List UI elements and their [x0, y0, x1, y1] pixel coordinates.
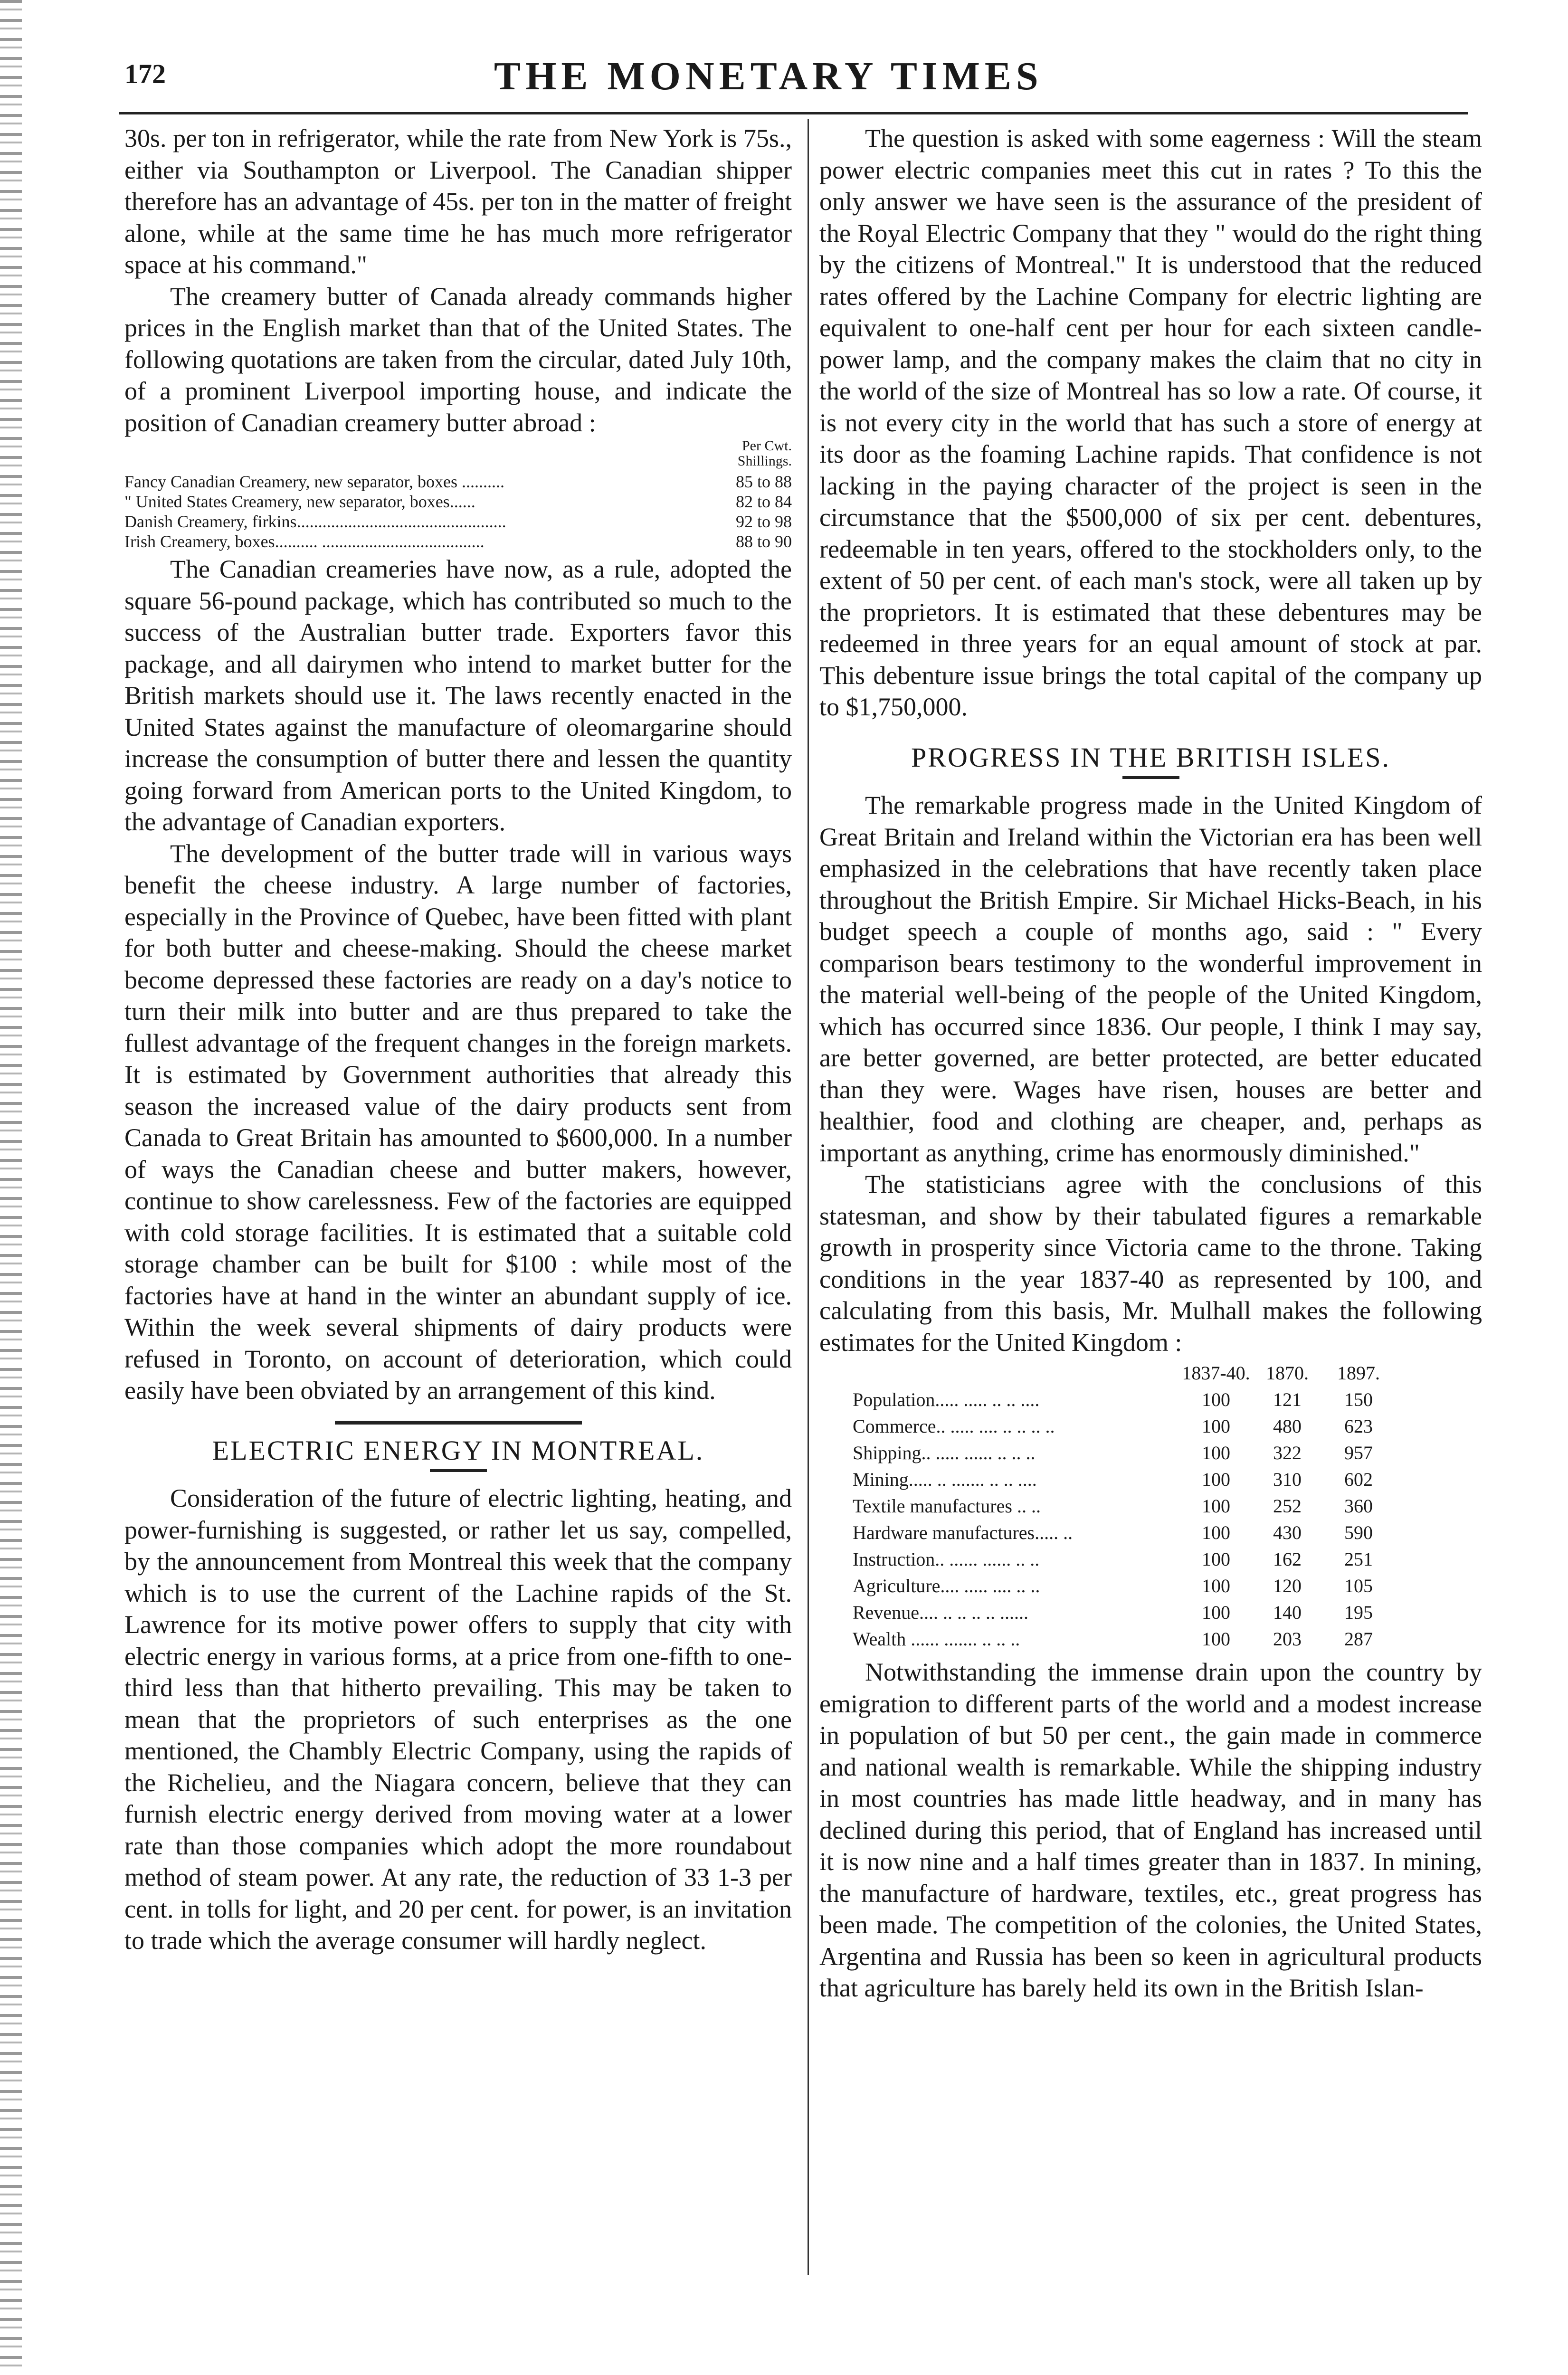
- row-label: Hardware manufactures..... ..: [853, 1522, 1073, 1543]
- cell: 100: [1202, 1628, 1230, 1650]
- cell: 360: [1344, 1495, 1373, 1517]
- page-number: 172: [124, 58, 166, 89]
- paragraph: The remarkable progress made in the United Kingdom of Great Britain and Ireland within the Victorian era has been well emphasized in the celebrations that have recently taken place throughout the British Empire. Sir Michael Hicks-Beach, in his budget speech a couple of months ago, said : " Every comparison bears testimony to the wonderful improvement in the material well-being of the people of the United Kingdom, which has occurred since 1836. Our people, I think I may say, are better governed, are better protected, are better educated than they were. Wages have risen, houses are better and healthier, food and clothing are cheaper, and, perhaps as important as anything, crime has enormously diminished.": [819, 791, 1482, 1167]
- cell: 100: [1202, 1522, 1230, 1543]
- price-value: 82 to 84: [735, 492, 792, 511]
- table-row: [124, 532, 792, 551]
- cell: 590: [1344, 1522, 1373, 1543]
- cell: 252: [1273, 1495, 1302, 1517]
- paragraph: The statisticians agree with the conclusions of this statesman, and show by their tabulated figures a remarkable growth in prosperity since Victoria came to the throne. Taking conditions in the year 1837-40 as represented by 100, and calculating from this basis, Mr. Mulhall makes the following estimates for the United Kingdom :: [819, 1170, 1482, 1357]
- heading-rule: [1122, 776, 1179, 779]
- cell: 251: [1344, 1548, 1373, 1570]
- table-row: [853, 1599, 1394, 1626]
- row-label: Mining..... .. ....... .. .. ....: [853, 1469, 1037, 1490]
- section-heading: PROGRESS IN THE BRITISH ISLES.: [911, 741, 1390, 773]
- table-row: [853, 1413, 1394, 1440]
- cell: 100: [1202, 1602, 1230, 1623]
- column-divider: [808, 119, 809, 2275]
- paragraph: Notwithstanding the immense drain upon the country by emigration to different parts of the world and a modest increase in population of but 50 per cent., the gain made in commerce and national wealth is remarkable. While the shipping industry in most countries has made little headway, and in many has declined during this period, that of England has increased until it is now nine and a half times greater than in 1837. In mining, the manufacture of hardware, textiles, etc., great progress has been made. The competition of the colonies, the United States, Argentina and Russia has been so keen in agricultural products that agriculture has barely held its own in the British Islan-: [819, 1658, 1482, 2002]
- paragraph: Consideration of the future of electric lighting, heating, and power-furnishing is suggested, or rather let us say, compelled, by the announcement from Montreal this week that the company which is to use the current of the Lachine rapids of the St. Lawrence for its motive power offers to supply that city with electric energy in various forms, at a price from one-fifth to one-third less than that hitherto prevailing. This may be taken to mean that the proprietors of such enterprises as the one mentioned, the Chambly Electric Company, using the rapids of the Richelieu, and the Niagara concern, believe that they can furnish electric energy derived from moving water at a lower rate than those companies which adopt the more roundabout method of steam power. At any rate, the reduction of 33 1-3 per cent. in tolls for light, and 20 per cent. for power, is an invitation to trade which the average consumer will hardly neglect.: [124, 1484, 792, 1955]
- butter-price-table: [124, 438, 792, 551]
- table-row: [853, 1440, 1394, 1466]
- cell: 100: [1202, 1495, 1230, 1517]
- cell: 310: [1273, 1469, 1302, 1490]
- row-label: Wealth ...... ....... .. .. ..: [853, 1628, 1020, 1650]
- row-label: Instruction.. ...... ...... .. ..: [853, 1548, 1040, 1570]
- price-value: 92 to 98: [735, 512, 792, 531]
- cell: 480: [1273, 1416, 1302, 1437]
- cell: 100: [1202, 1389, 1230, 1410]
- price-label: Danish Creamery, firkins.................................................: [124, 512, 506, 531]
- cell: 322: [1273, 1442, 1302, 1463]
- cell: 120: [1273, 1575, 1302, 1596]
- cell: 162: [1273, 1548, 1302, 1570]
- cell: 100: [1202, 1469, 1230, 1490]
- table-row: [853, 1466, 1394, 1493]
- section-separator: [335, 1421, 582, 1425]
- price-label: Irish Creamery, boxes.......... ......................................: [124, 532, 485, 551]
- cell: 100: [1202, 1416, 1230, 1437]
- table-row: [853, 1493, 1394, 1520]
- row-label: Shipping.. ..... ...... .. .. ..: [853, 1442, 1036, 1463]
- cell: 195: [1344, 1602, 1373, 1623]
- cell: 105: [1344, 1575, 1373, 1596]
- header-rule: [119, 112, 1468, 114]
- cell: 121: [1273, 1389, 1302, 1410]
- table-row: [853, 1546, 1394, 1573]
- paragraph: The Canadian creameries have now, as a rule, adopted the square 56-pound package, which has contributed so much to the success of the Australian butter trade. Exporters favor this package, and all dairymen who intend to market butter for the British markets should use it. The laws recently enacted in the United States against the manufacture of oleomargarine should increase the consumption of butter there and lessen the quantity going forward from American ports to the United Kingdom, to the advantage of Canadian exporters.: [124, 555, 792, 836]
- section-heading: ELECTRIC ENERGY IN MONTREAL.: [212, 1434, 704, 1466]
- row-label: Commerce.. ..... .... .. .. .. ..: [853, 1416, 1055, 1437]
- column-header: 1897.: [1337, 1362, 1380, 1384]
- publication-title: THE MONETARY TIMES: [494, 54, 1043, 98]
- cell: 100: [1202, 1442, 1230, 1463]
- price-label: Fancy Canadian Creamery, new separator, boxes ..........: [124, 472, 504, 491]
- left-column: [124, 123, 792, 1957]
- scan-edge-artifact: [0, 0, 22, 2375]
- heading-rule: [430, 1469, 487, 1472]
- row-label: Textile manufactures .. ..: [853, 1495, 1041, 1517]
- price-label: " United States Creamery, new separator, boxes......: [124, 492, 475, 511]
- table-row: [853, 1387, 1394, 1413]
- paragraph: The creamery butter of Canada already commands higher prices in the English market than that of the United States. The following quotations are taken from the circular, dated July 10th, of a prominent Liverpool importing house, and indicate the position of Canadian creamery butter abroad :: [124, 282, 792, 437]
- cell: 602: [1344, 1469, 1373, 1490]
- price-table-header: [124, 438, 792, 469]
- column-header: 1870.: [1266, 1362, 1309, 1384]
- cell: 430: [1273, 1522, 1302, 1543]
- paragraph: The question is asked with some eagerness : Will the steam power electric companies meet this cut in rates ? To this the only answer we have seen is the assurance of the president of the Royal Electric Company that they " would do the right thing by the citizens of Montreal." It is understood that the reduced rates offered by the Lachine Company for electric lighting are equivalent to one-half cent per hour for each sixteen candle-power lamp, and the company makes the claim that no city in the world of the size of Montreal has so low a rate. Of course, it is not every city in the world that has such a store of energy at its door as the foaming Lachine rapids. That confidence is not lacking in the paying character of the project is seen in the circumstance that the $500,000 of six per cent. debentures, redeemable in ten years, offered to the stockholders only, to the extent of 50 per cent. of each man's stock, were all taken up by the proprietors. It is estimated that these debentures may be redeemed in three years for an equal amount of stock at par. This debenture issue brings the total capital of the company up to $1,750,000.: [819, 124, 1482, 721]
- row-label: Revenue.... .. .. .. .. ......: [853, 1602, 1028, 1623]
- cell: 623: [1344, 1416, 1373, 1437]
- row-label: Agriculture.... ..... .... .. ..: [853, 1575, 1040, 1596]
- row-label: Population..... ..... .. .. ....: [853, 1389, 1040, 1410]
- table-row: [124, 472, 792, 492]
- table-row: [853, 1626, 1394, 1653]
- progress-statistics-table: [853, 1360, 1394, 1653]
- paragraph: The development of the butter trade will in various ways benefit the cheese industry. A large number of factories, especially in the Province of Quebec, have been fitted with plant for both butter and cheese-making. Should the cheese market become depressed these factories are ready on a day's notice to turn their milk into butter and are thus prepared to take the fullest advantage of the frequent changes in the foreign markets. It is estimated by Government authorities that already this season the increased value of the dairy products sent from Canada to Great Britain has amounted to $600,000. In a number of ways the Canadian cheese and butter makers, however, continue to show carelessness. Few of the factories are equipped with cold storage facilities. It is estimated that a suitable cold storage chamber can be built for $100 : while most of the factories have at hand in the winter an abundant supply of ice. Within the week several shipments of dairy products were refused in Toronto, on account of deterioration, which could easily have been obviated by an arrangement of this kind.: [124, 839, 792, 1405]
- cell: 150: [1344, 1389, 1373, 1410]
- cell: 203: [1273, 1628, 1302, 1650]
- table-row: [124, 512, 792, 532]
- table-header-row: [853, 1360, 1394, 1387]
- price-value: 85 to 88: [735, 472, 792, 491]
- paragraph: 30s. per ton in refrigerator, while the rate from New York is 75s., either via Southampton or Liverpool. The Canadian shipper therefore has an advantage of 45s. per ton in the matter of freight alone, while at the same time he has much more refrigerator space at his command.": [124, 124, 792, 279]
- table-row: [853, 1573, 1394, 1599]
- cell: 957: [1344, 1442, 1373, 1463]
- price-value: 88 to 90: [735, 532, 792, 551]
- cell: 100: [1202, 1575, 1230, 1596]
- price-unit-label: Per Cwt.: [742, 438, 792, 454]
- column-header: 1837-40.: [1182, 1362, 1250, 1384]
- cell: 140: [1273, 1602, 1302, 1623]
- table-row: [124, 492, 792, 512]
- cell: 100: [1202, 1548, 1230, 1570]
- cell: 287: [1344, 1628, 1373, 1650]
- right-column: [819, 123, 1482, 2004]
- table-row: [853, 1520, 1394, 1546]
- price-currency-label: Shillings.: [737, 453, 792, 469]
